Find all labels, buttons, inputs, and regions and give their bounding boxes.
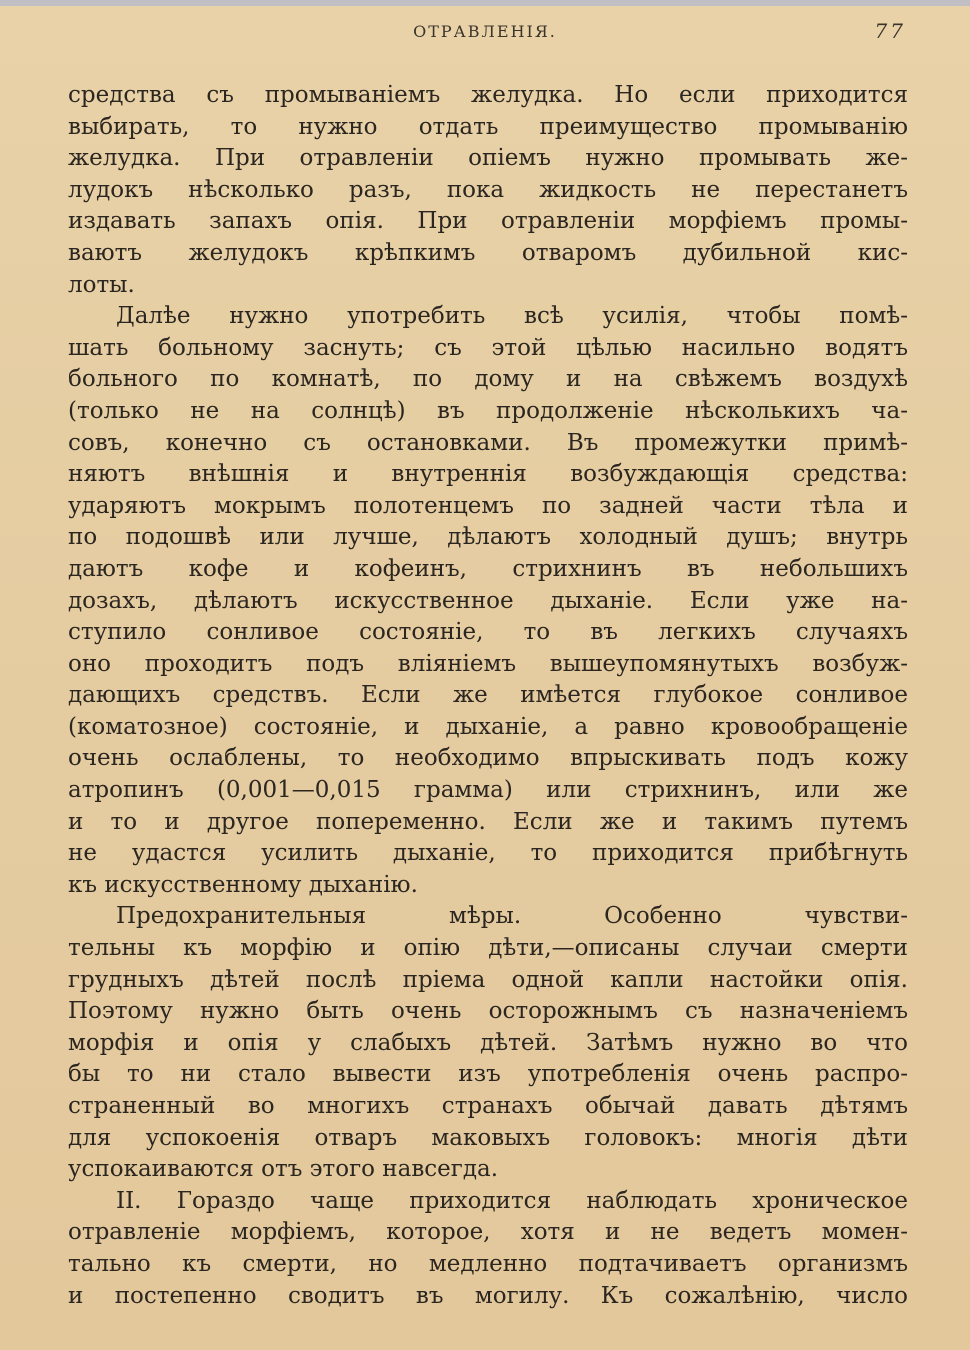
page-number: 77	[874, 19, 906, 43]
paragraph-start-line: II. Гораздо чаще приходится наблюдать хроническое	[116, 1187, 908, 1214]
text-line: тельны къ морфію и опію дѣти,—описаны случаи смерти	[68, 935, 908, 962]
running-header-title: ОТРАВЛЕНІЯ.	[413, 22, 557, 41]
text-line: для успокоенія отваръ маковыхъ головокъ: многія дѣти	[68, 1124, 908, 1151]
text-line: и то и другое попеременно. Если же и такимъ путемъ	[68, 808, 908, 835]
text-line: Поэтому нужно быть очень осторожнымъ съ назначеніемъ	[68, 998, 908, 1025]
text-line: очень ослаблены, то необходимо впрыскивать подъ кожу	[68, 745, 908, 772]
text-line: ударяютъ мокрымъ полотенцемъ по задней части тѣла и	[68, 492, 908, 519]
text-line: морфія и опія у слабыхъ дѣтей. Затѣмъ нужно во что	[68, 1029, 908, 1056]
text-line: успокаиваются отъ этого навсегда.	[68, 1156, 499, 1183]
page-top-edge	[0, 0, 970, 6]
text-line: ваютъ желудокъ крѣпкимъ отваромъ дубильной кис-	[68, 239, 908, 266]
text-line: няютъ внѣшнія и внутреннія возбуждающія средства:	[68, 461, 908, 488]
text-line: совъ, конечно съ остановками. Въ промежутки примѣ-	[68, 429, 908, 456]
text-line: атропинъ (0,001—0,015 грамма) или стрихнинъ, или же	[68, 777, 908, 804]
text-line: издавать запахъ опія. При отравленіи морфіемъ промы-	[68, 208, 908, 235]
text-line: желудка. При отравленіи опіемъ нужно промывать же-	[68, 145, 908, 172]
text-line: тально къ смерти, но медленно подтачиваетъ организмъ	[68, 1250, 908, 1277]
text-line: даютъ кофе и кофеинъ, стрихнинъ въ небольшихъ	[68, 555, 908, 582]
text-line: лоты.	[68, 271, 135, 298]
text-line: ступило сонливое состояніе, то въ легкихъ случаяхъ	[68, 619, 908, 646]
text-line: по подошвѣ или лучше, дѣлаютъ холодный душъ; внутрь	[68, 524, 908, 551]
text-line: грудныхъ дѣтей послѣ пріема одной капли настойки опія.	[68, 966, 908, 993]
text-line: выбирать, то нужно отдать преимущество промыванію	[68, 113, 908, 140]
text-line: дающихъ средствъ. Если же имѣется глубокое сонливое	[68, 682, 908, 709]
text-line: не удастся усилить дыханіе, то приходится прибѣгнуть	[68, 840, 908, 867]
paragraph-start-line: Далѣе нужно употребить всѣ усилія, чтобы помѣ-	[116, 303, 908, 330]
text-line: шать больному заснуть; съ этой цѣлью насильно водятъ	[68, 334, 908, 361]
text-line: больного по комнатѣ, по дому и на свѣжемъ воздухѣ	[68, 366, 908, 393]
text-line: къ искусственному дыханію.	[68, 871, 418, 898]
text-line: отравленіе морфіемъ, которое, хотя и не ведетъ момен-	[68, 1219, 908, 1246]
text-line: лудокъ нѣсколько разъ, пока жидкость не перестанетъ	[68, 176, 908, 203]
text-line: и постепенно сводитъ въ могилу. Къ сожалѣнію, число	[68, 1282, 908, 1309]
text-line: (коматозное) состояніе, и дыханіе, а равно кровообращеніе	[68, 713, 908, 740]
body-text	[68, 80, 908, 1312]
text-line: бы то ни стало вывести изъ употребленія очень распро-	[68, 1061, 908, 1088]
text-line: (только не на солнцѣ) въ продолженіе нѣсколькихъ ча-	[68, 397, 908, 424]
text-line: оно проходитъ подъ вліяніемъ вышеупомянутыхъ возбуж-	[68, 650, 908, 677]
text-line: дозахъ, дѣлаютъ искусственное дыханіе. Если уже на-	[68, 587, 908, 614]
text-line: страненный во многихъ странахъ обычай давать дѣтямъ	[68, 1093, 908, 1119]
paragraph-start-line: Предохранительныя мѣры. Особенно чувстви-	[116, 903, 908, 930]
text-line: средства съ промываніемъ желудка. Но если приходится	[68, 82, 908, 108]
